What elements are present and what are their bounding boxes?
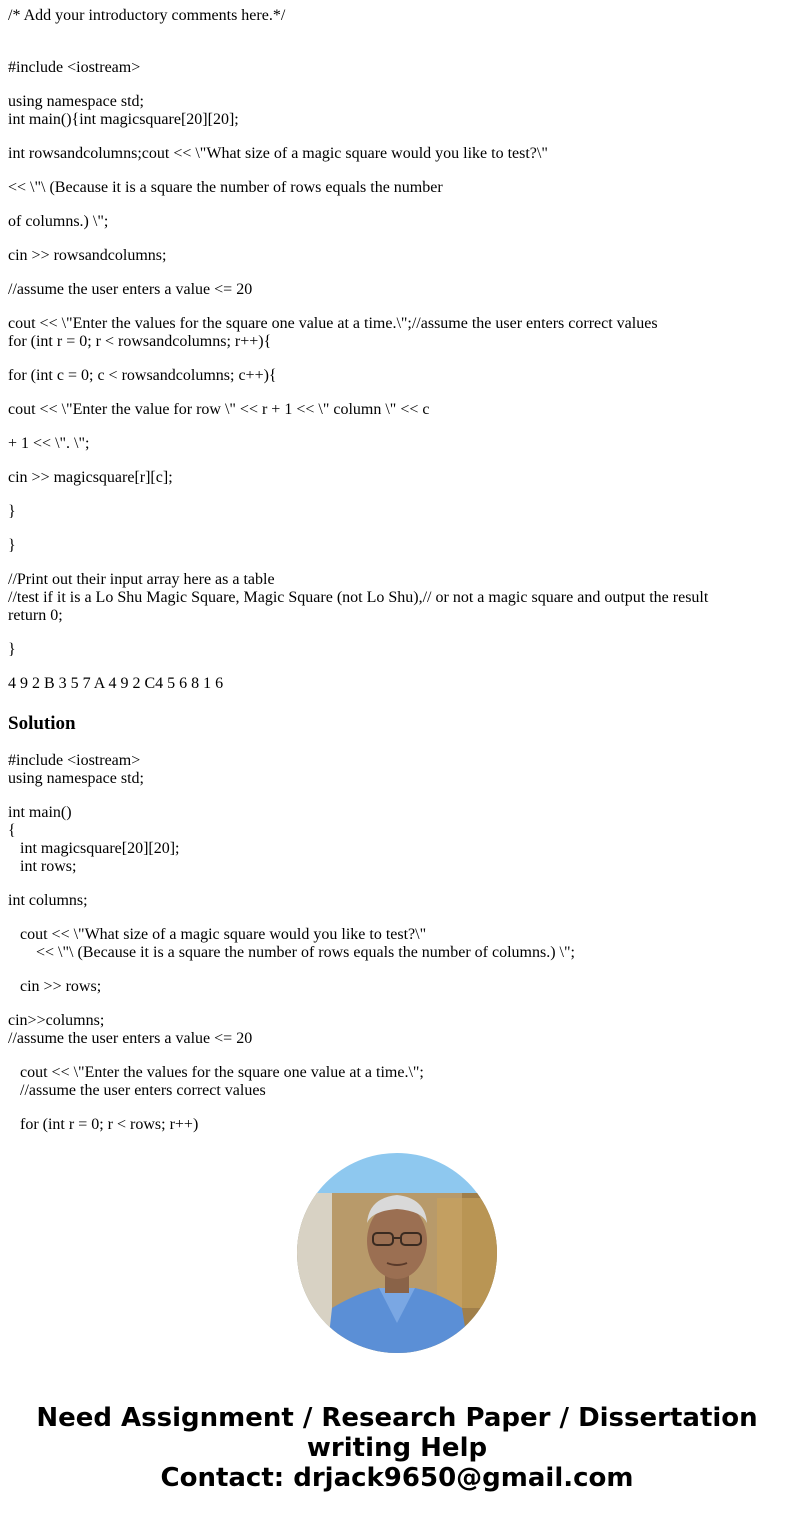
question-code-block (8, 0, 788, 693)
code-line: //test if it is a Lo Shu Magic Square, Magic Square (not Lo Shu),// or not a magic square and output the result (8, 589, 709, 606)
code-line: cout << \"Enter the value for row \" << r + 1 << \" column \" << c (8, 401, 430, 418)
code-line: { (8, 822, 16, 839)
code-line: cin >> rowsandcolumns; (8, 247, 167, 264)
code-line: cin >> magicsquare[r][c]; (8, 469, 173, 486)
author-avatar (297, 1153, 497, 1353)
avatar-portrait-image (297, 1153, 497, 1353)
code-line: } (8, 537, 16, 554)
promo-contact: Contact: drjack9650@gmail.com (160, 1463, 634, 1493)
code-line: int magicsquare[20][20]; (8, 840, 180, 857)
code-line: return 0; (8, 607, 63, 624)
code-line: int rowsandcolumns;cout << \"What size of a magic square would you like to test?\" (8, 145, 548, 162)
code-line: of columns.) \"; (8, 213, 109, 230)
code-line: for (int r = 0; r < rows; r++) (8, 1116, 199, 1133)
code-line: /* Add your introductory comments here.*/ (8, 7, 286, 24)
code-line: cout << \"Enter the values for the square one value at a time.\";//assume the user enters correct values (8, 315, 658, 332)
code-line: #include <iostream> (8, 59, 141, 76)
code-line: } (8, 641, 16, 658)
code-line: //assume the user enters a value <= 20 (8, 1030, 253, 1047)
code-line: int main() (8, 804, 72, 821)
code-line: + 1 << \". \"; (8, 435, 90, 452)
code-line: cin>>columns; (8, 1012, 105, 1029)
magic-square-values: 4 9 2 B 3 5 7 A 4 9 2 C4 5 6 8 1 6 (8, 675, 224, 692)
solution-code-block (8, 752, 788, 1133)
code-line: using namespace std; (8, 93, 144, 110)
code-line: using namespace std; (8, 770, 144, 787)
code-line: cout << \"What size of a magic square would you like to test?\" (8, 926, 427, 943)
code-line: for (int c = 0; c < rowsandcolumns; c++){ (8, 367, 277, 384)
code-line: //Print out their input array here as a table (8, 571, 275, 588)
promo-line-2: writing Help (306, 1433, 488, 1463)
code-line: } (8, 503, 16, 520)
code-line: << \"\ (Because it is a square the number of rows equals the number (8, 179, 443, 196)
solution-heading: Solution (8, 713, 76, 734)
promo-line-1: Need Assignment / Research Paper / Dissertation (36, 1403, 758, 1433)
document-page (8, 0, 788, 1133)
promo-banner (0, 1403, 794, 1493)
code-line: #include <iostream> (8, 752, 141, 769)
code-line: int main(){int magicsquare[20][20]; (8, 111, 239, 128)
code-line: cin >> rows; (8, 978, 102, 995)
code-line: cout << \"Enter the values for the square one value at a time.\"; (8, 1064, 424, 1081)
code-line: //assume the user enters correct values (8, 1082, 266, 1099)
code-line: //assume the user enters a value <= 20 (8, 281, 253, 298)
code-line: int rows; (8, 858, 77, 875)
code-line: << \"\ (Because it is a square the number of rows equals the number of columns.) \"; (8, 944, 575, 961)
code-line: int columns; (8, 892, 88, 909)
code-line: for (int r = 0; r < rowsandcolumns; r++){ (8, 333, 272, 350)
